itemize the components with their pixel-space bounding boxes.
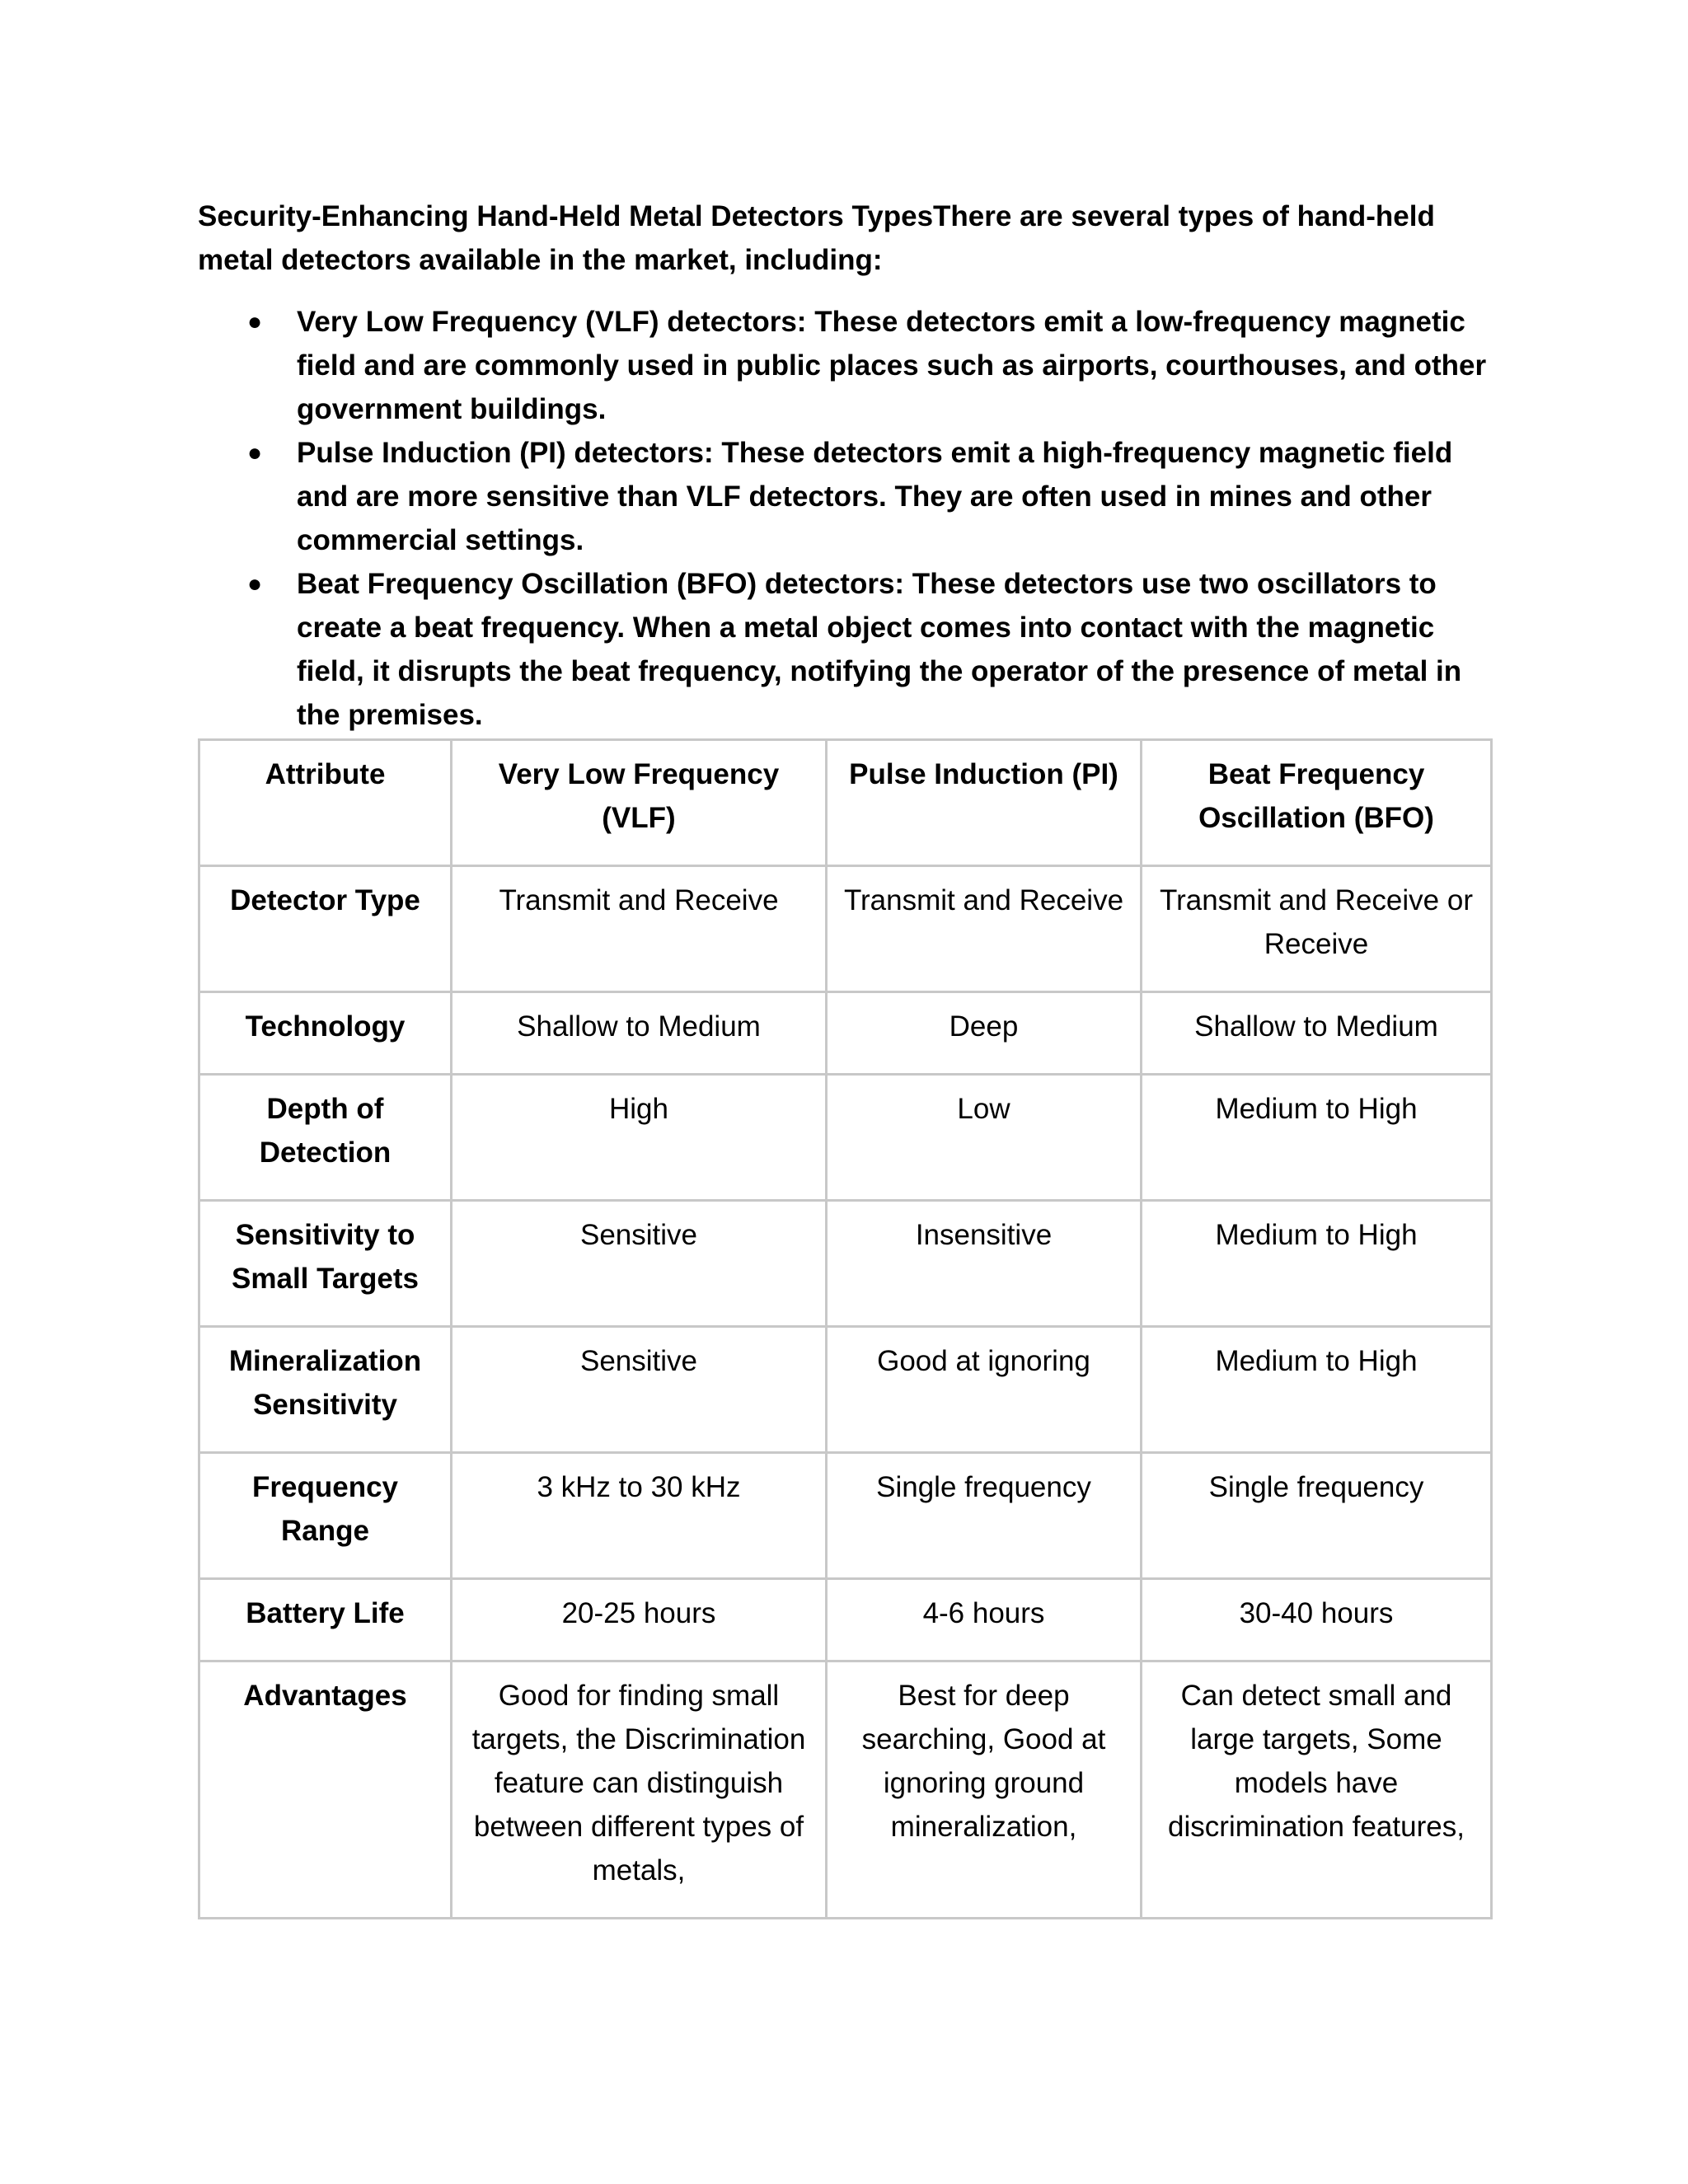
list-item-text: Very Low Frequency (VLF) detectors: These detectors emit a low-frequency magnetic field and are commonly used in public places such as airports, courthouses, and other government buildings. <box>297 306 1487 425</box>
table-header-cell: Beat Frequency Oscillation (BFO) <box>1142 740 1492 866</box>
table-cell: 30-40 hours <box>1142 1579 1492 1661</box>
table-cell: Medium to High <box>1142 1327 1492 1453</box>
table-row-label: Depth of Detection <box>199 1075 452 1201</box>
table-row <box>199 1453 1492 1579</box>
detector-types-list <box>198 300 1490 737</box>
table-cell: Deep <box>827 992 1142 1075</box>
list-item-text: Pulse Induction (PI) detectors: These detectors emit a high-frequency magnetic field and are more sensitive than VLF detectors. They are often used in mines and other commercial settings. <box>297 437 1453 556</box>
table-cell: Sensitive <box>452 1327 827 1453</box>
table-cell: Single frequency <box>1142 1453 1492 1579</box>
table-header-cell: Attribute <box>199 740 452 866</box>
table-row <box>199 1327 1492 1453</box>
document-page <box>198 194 1490 1919</box>
bullet-icon: ● <box>247 308 263 335</box>
table-cell: Transmit and Receive <box>827 866 1142 992</box>
table-cell: Sensitive <box>452 1201 827 1327</box>
table-row <box>199 866 1492 992</box>
table-row-label: Sensitivity to Small Targets <box>199 1201 452 1327</box>
bullet-icon: ● <box>247 439 263 466</box>
table-cell: 4-6 hours <box>827 1579 1142 1661</box>
table-cell: Best for deep searching, Good at ignoring ground mineralization, <box>827 1661 1142 1919</box>
table-header-row <box>199 740 1492 866</box>
table-row <box>199 992 1492 1075</box>
list-item-text: Beat Frequency Oscillation (BFO) detectors: These detectors use two oscillators to create a beat frequency. When a metal object comes into contact with the magnetic field, it disrupts the beat frequency, notifying the operator of the presence of metal in the premises. <box>297 568 1462 731</box>
bullet-icon: ● <box>247 570 263 598</box>
list-item <box>198 300 1490 431</box>
intro-paragraph: Security-Enhancing Hand-Held Metal Detectors TypesThere are several types of hand-held metal detectors available in the market, including: <box>198 200 1435 276</box>
table-cell: Insensitive <box>827 1201 1142 1327</box>
table-row-label: Technology <box>199 992 452 1075</box>
table-row <box>199 1661 1492 1919</box>
table-row <box>199 1201 1492 1327</box>
table-row-label: Mineralization Sensitivity <box>199 1327 452 1453</box>
table-row-label: Detector Type <box>199 866 452 992</box>
table-cell: Good for finding small targets, the Discrimination feature can distinguish between different types of metals, <box>452 1661 827 1919</box>
table-cell: Transmit and Receive or Receive <box>1142 866 1492 992</box>
table-cell: Good at ignoring <box>827 1327 1142 1453</box>
table-row-label: Frequency Range <box>199 1453 452 1579</box>
table-cell: 3 kHz to 30 kHz <box>452 1453 827 1579</box>
table-row-label: Battery Life <box>199 1579 452 1661</box>
table-cell: High <box>452 1075 827 1201</box>
table-row-label: Advantages <box>199 1661 452 1919</box>
table-row <box>199 1075 1492 1201</box>
table-cell: Shallow to Medium <box>452 992 827 1075</box>
comparison-table <box>198 738 1493 1919</box>
list-item <box>198 562 1490 737</box>
table-header-cell: Very Low Frequency (VLF) <box>452 740 827 866</box>
table-cell: Low <box>827 1075 1142 1201</box>
list-item <box>198 431 1490 562</box>
table-cell: Medium to High <box>1142 1201 1492 1327</box>
table-row <box>199 1579 1492 1661</box>
table-cell: Medium to High <box>1142 1075 1492 1201</box>
table-cell: Shallow to Medium <box>1142 992 1492 1075</box>
table-cell: Single frequency <box>827 1453 1142 1579</box>
table-cell: Transmit and Receive <box>452 866 827 992</box>
table-cell: Can detect small and large targets, Some models have discrimination features, <box>1142 1661 1492 1919</box>
table-header-cell: Pulse Induction (PI) <box>827 740 1142 866</box>
table-cell: 20-25 hours <box>452 1579 827 1661</box>
